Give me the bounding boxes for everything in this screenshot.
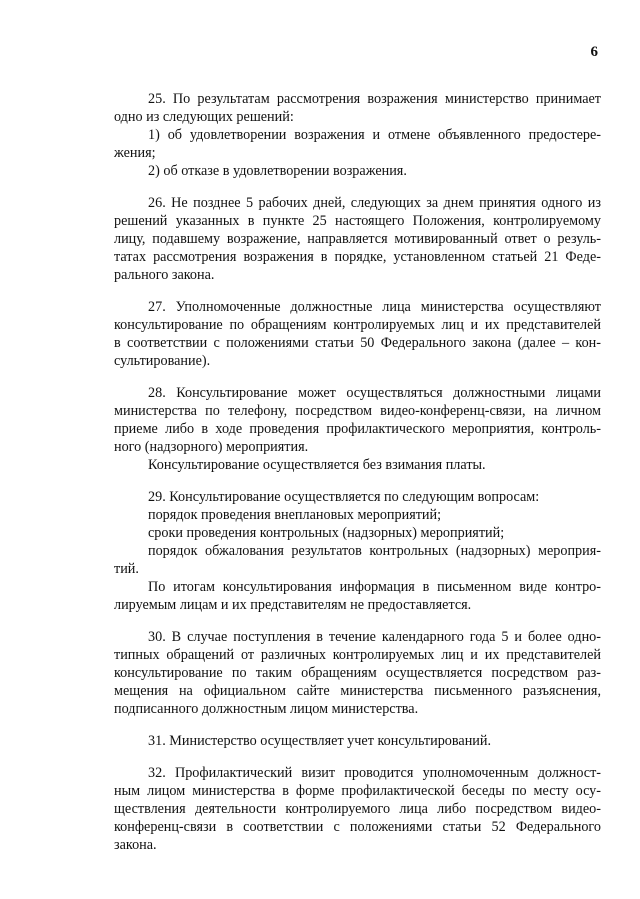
paragraph-27-line: 27. Уполномоченные должностные лица министерства осуществляют (148, 299, 601, 315)
paragraph-31-line: 31. Министерство осуществляет учет консультирований. (148, 733, 492, 749)
paragraph-30-line: 30. В случае поступления в течение календарного года 5 и более одно- (148, 629, 601, 645)
paragraph-29-line: порядок проведения внеплановых мероприятий; (148, 507, 442, 523)
paragraph-32-line: 32. Профилактический визит проводится уполномоченным должност- (148, 765, 601, 781)
paragraph-28-line: министерства по телефону, посредством видео-конференц-связи, на личном (114, 403, 601, 419)
paragraph-27-line: сультирование). (114, 353, 211, 369)
paragraph-25-line: жения; (114, 145, 156, 161)
paragraph-29-line: По итогам консультирования информация в письменном виде контро- (148, 579, 601, 595)
paragraph-29-line: порядок обжалования результатов контрольных (надзорных) мероприя- (148, 543, 601, 559)
paragraph-26-line: 26. Не позднее 5 рабочих дней, следующих за днем принятия одного из (148, 195, 601, 211)
paragraph-25-line: 2) об отказе в удовлетворении возражения. (148, 163, 407, 179)
paragraph-26-line: рального закона. (114, 267, 215, 283)
paragraph-29-line: сроки проведения контрольных (надзорных) мероприятий; (148, 525, 505, 541)
paragraph-30-line: подписанного должностным лицом министерства. (114, 701, 419, 717)
paragraph-25-line: 25. По результатам рассмотрения возражения министерство принимает (148, 91, 601, 107)
paragraph-32-line: ным лицом министерства в форме профилактической беседы по месту осу- (114, 783, 601, 799)
paragraph-32-line: закона. (114, 837, 157, 853)
paragraph-26-line: лицу, подавшему возражение, направляется мотивированный ответ о резуль- (114, 231, 601, 247)
paragraph-28-line: 28. Консультирование может осуществляться должностными лицами (148, 385, 601, 401)
paragraph-32-line: конференц-связи в соответствии с положениями статьи 52 Федерального (114, 819, 601, 835)
paragraph-25-line: 1) об удовлетворении возражения и отмене объявленного предостере- (148, 127, 601, 143)
paragraph-29-line: лируемым лицам и их представителям не предоставляется. (114, 597, 472, 613)
paragraph-28-line: ного (надзорного) мероприятия. (114, 439, 309, 455)
paragraph-29-line: тий. (114, 561, 139, 577)
paragraph-32-line: ществления деятельности контролируемого лица либо посредством видео- (114, 801, 601, 817)
paragraph-29-line: 29. Консультирование осуществляется по следующим вопросам: (148, 489, 540, 505)
paragraph-30-line: мещения на официальном сайте министерства письменного разъяснения, (114, 683, 601, 699)
paragraph-28-line: Консультирование осуществляется без взимания платы. (148, 457, 486, 473)
paragraph-26-line: татах рассмотрения возражения в порядке, установленном статьей 21 Феде- (114, 249, 601, 265)
paragraph-26-line: решений указанных в пункте 25 настоящего Положения, контролируемому (114, 213, 601, 229)
paragraph-27-line: консультирование по обращениям контролируемых лиц и их представителей (114, 317, 601, 333)
paragraph-25-line: одно из следующих решений: (114, 109, 294, 125)
paragraph-30-line: консультирование по таким обращениям осуществляется посредством раз- (114, 665, 601, 681)
paragraph-27-line: в соответствии с положениями статьи 50 Федерального закона (далее – кон- (114, 335, 601, 351)
page-number: 6 (590, 44, 598, 60)
paragraph-28-line: приеме либо в ходе проведения профилактического мероприятия, контроль- (114, 421, 601, 437)
paragraph-30-line: типных обращений от различных контролируемых лиц и их представителей (114, 647, 601, 663)
